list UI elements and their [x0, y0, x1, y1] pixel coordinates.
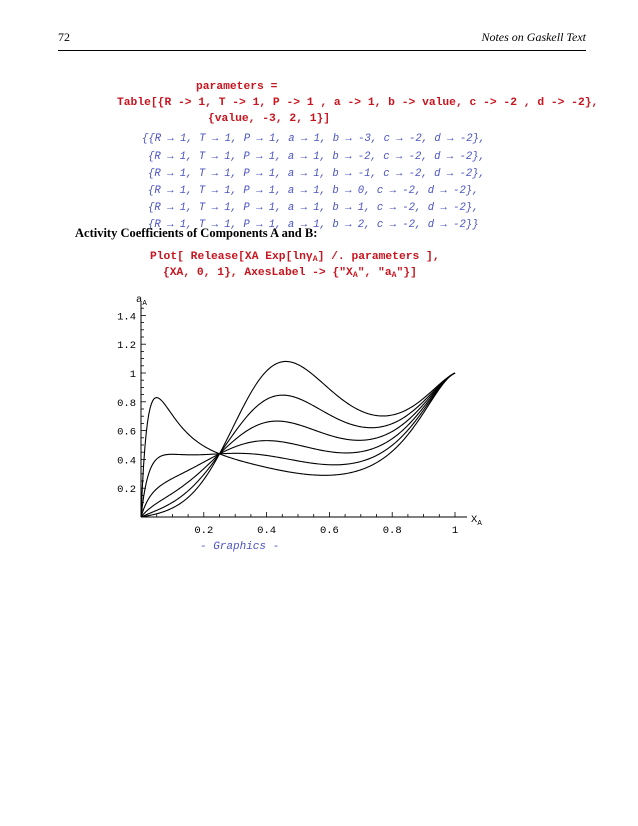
input1-line1[interactable]: parameters =	[196, 81, 278, 93]
x-tick-label: 0.8	[382, 525, 402, 537]
series-line-2	[141, 373, 455, 517]
output1-row: {R → 1, T → 1, P → 1, a → 1, b → 2, c → -2, d → -2}}	[148, 219, 479, 231]
output1-row: {R → 1, T → 1, P → 1, a → 1, b → 0, c → -2, d → -2},	[148, 185, 479, 197]
x-tick-label: 0.6	[319, 525, 339, 537]
input1-line2[interactable]: Table[{R -> 1, T -> 1, P -> 1 , a -> 1, b -> value, c -> -2 , d -> -2},	[117, 97, 599, 109]
y-tick-label: 1.4	[117, 311, 136, 324]
y-tick-label: 1.2	[117, 340, 136, 353]
page-number: 72	[58, 30, 70, 44]
y-axis-label: $a_A$	[136, 294, 147, 308]
y-tick-label: 0.6	[117, 426, 136, 439]
y-tick-label: 0.8	[117, 397, 136, 410]
x-axis-label: $X_A$	[471, 514, 482, 528]
running-title: Notes on Gaskell Text	[481, 30, 586, 44]
input2-line1[interactable]: Plot[ Release[XA Exp[lnγ$_A$] /. parameters ],	[150, 251, 440, 265]
x-tick-label: 0.2	[194, 525, 214, 537]
output1-row: {R → 1, T → 1, P → 1, a → 1, b → 1, c → -2, d → -2},	[148, 202, 479, 214]
output1-row: {R → 1, T → 1, P → 1, a → 1, b → -2, c → -2, d → -2},	[148, 151, 485, 163]
x-tick-label: 0.4	[257, 525, 277, 537]
x-tick-label: 1	[451, 525, 459, 537]
section-heading: Activity Coefficients of Components A and B:	[75, 226, 318, 240]
input1-line3[interactable]: {value, -3, 2, 1}]	[208, 113, 331, 125]
input2-line2[interactable]: {XA, 0, 1}, AxesLabel -> {"$X_A$", "$a_A$"}]	[163, 267, 417, 281]
graphics-output-label: - Graphics -	[200, 541, 280, 553]
y-tick-label: 1	[129, 369, 136, 381]
output1-row: {{R → 1, T → 1, P → 1, a → 1, b → -3, c → -2, d → -2},	[142, 133, 486, 145]
y-tick-label: 0.4	[117, 455, 136, 468]
y-tick-label: 0.2	[117, 484, 136, 497]
series-line-5	[141, 361, 455, 517]
output1-row: {R → 1, T → 1, P → 1, a → 1, b → -1, c → -2, d → -2},	[148, 168, 485, 180]
